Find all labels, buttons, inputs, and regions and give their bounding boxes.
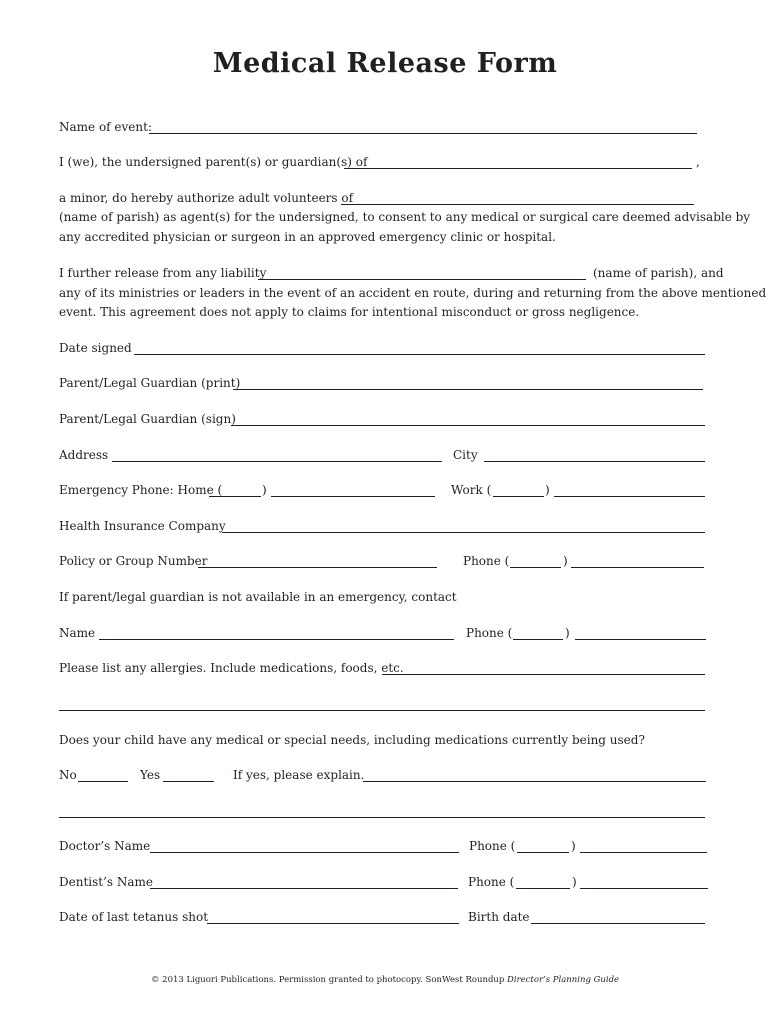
release-parish-label: (name of parish), and [593,266,724,280]
address-label: Address [59,448,109,462]
home-area-code-field[interactable] [209,496,261,497]
allergies-label: Please list any allergies. Include medications, foods, etc. [59,661,404,675]
yes-field[interactable] [163,781,214,782]
child-name-field[interactable] [344,168,692,169]
explain-field[interactable] [363,781,706,782]
home-phone-field[interactable] [271,496,435,497]
event-field[interactable] [149,133,697,134]
doctor-label: Doctor’s Name [59,839,151,853]
guardian-sign-field[interactable] [231,425,705,426]
guardian-print-label: Parent/Legal Guardian (print) [59,376,241,390]
policy-paren-close: ) [563,554,568,568]
release-paragraph-line3: event. This agreement does not apply to claims for intentional misconduct or gross negligence. [59,305,640,319]
allergies-field-line2[interactable] [59,710,705,711]
dentist-paren-close: ) [572,875,577,889]
contact-intro: If parent/legal guardian is not available in an emergency, contact [59,590,457,604]
dentist-phone-field[interactable] [580,888,708,889]
work-phone-field[interactable] [554,496,705,497]
guardian-print-field[interactable] [233,389,703,390]
minor-label: a minor, do hereby authorize adult volunteers of [59,191,354,205]
needs-question: Does your child have any medical or special needs, including medications currently being used? [59,733,645,747]
policy-area-code-field[interactable] [510,567,561,568]
policy-field[interactable] [198,567,437,568]
parish-paragraph-line2: any accredited physician or surgeon in an approved emergency clinic or hospital. [59,230,556,244]
contact-phone-field[interactable] [575,639,706,640]
no-label: No [59,768,77,782]
birth-date-field[interactable] [531,923,705,924]
contact-paren-close: ) [565,626,570,640]
contact-area-code-field[interactable] [513,639,563,640]
address-field[interactable] [112,461,442,462]
release-parish-field[interactable] [258,279,586,280]
form-title: Medical Release Form [212,48,558,79]
tetanus-field[interactable] [207,923,459,924]
dentist-label: Dentist’s Name [59,875,154,889]
doctor-area-code-field[interactable] [517,852,569,853]
footer-text: © 2013 Liguori Publications. Permission granted to photocopy. SonWest Roundup [150,975,505,985]
work-label: Work ( [451,483,492,497]
contact-name-field[interactable] [99,639,454,640]
dentist-area-code-field[interactable] [516,888,570,889]
event-label: Name of event: [59,120,153,134]
emergency-home-label: Emergency Phone: Home ( [59,483,223,497]
yes-label: Yes [140,768,161,782]
birth-date-label: Birth date [468,910,530,924]
parish-volunteers-field[interactable] [341,204,694,205]
policy-phone-field[interactable] [571,567,704,568]
dentist-phone-label: Phone ( [468,875,515,889]
footer-italic: Director’s Planning Guide [507,975,620,985]
release-paragraph-line2: any of its ministries or leaders in the event of an accident en route, during and returning from the above mentioned [59,286,767,300]
allergies-field[interactable] [382,674,705,675]
dentist-field[interactable] [150,888,458,889]
parish-paragraph-line1: (name of parish) as agent(s) for the undersigned, to consent to any medical or surgical care deemed advisable by [59,210,751,224]
doctor-phone-field[interactable] [580,852,707,853]
work-area-code-field[interactable] [493,496,544,497]
release-label: I further release from any liability [59,266,267,280]
doctor-paren-close: ) [571,839,576,853]
footer [0,975,770,985]
policy-phone-label: Phone ( [463,554,510,568]
policy-label: Policy or Group Number [59,554,208,568]
doctor-field[interactable] [150,852,459,853]
date-signed-label: Date signed [59,341,132,355]
doctor-phone-label: Phone ( [469,839,516,853]
city-label: City [453,448,478,462]
insurance-label: Health Insurance Company [59,519,226,533]
home-paren-close: ) [262,483,267,497]
city-field[interactable] [484,461,705,462]
guardian-sign-label: Parent/Legal Guardian (sign) [59,412,236,426]
insurance-field[interactable] [222,532,705,533]
tetanus-label: Date of last tetanus shot [59,910,209,924]
contact-name-label: Name [59,626,96,640]
work-paren-close: ) [545,483,550,497]
contact-phone-label: Phone ( [466,626,513,640]
explain-field-line2[interactable] [59,817,705,818]
explain-label: If yes, please explain. [233,768,365,782]
undersigned-label: I (we), the undersigned parent(s) or guardian(s) of [59,155,368,169]
date-signed-field[interactable] [134,354,705,355]
no-field[interactable] [78,781,128,782]
comma: , [696,155,700,169]
